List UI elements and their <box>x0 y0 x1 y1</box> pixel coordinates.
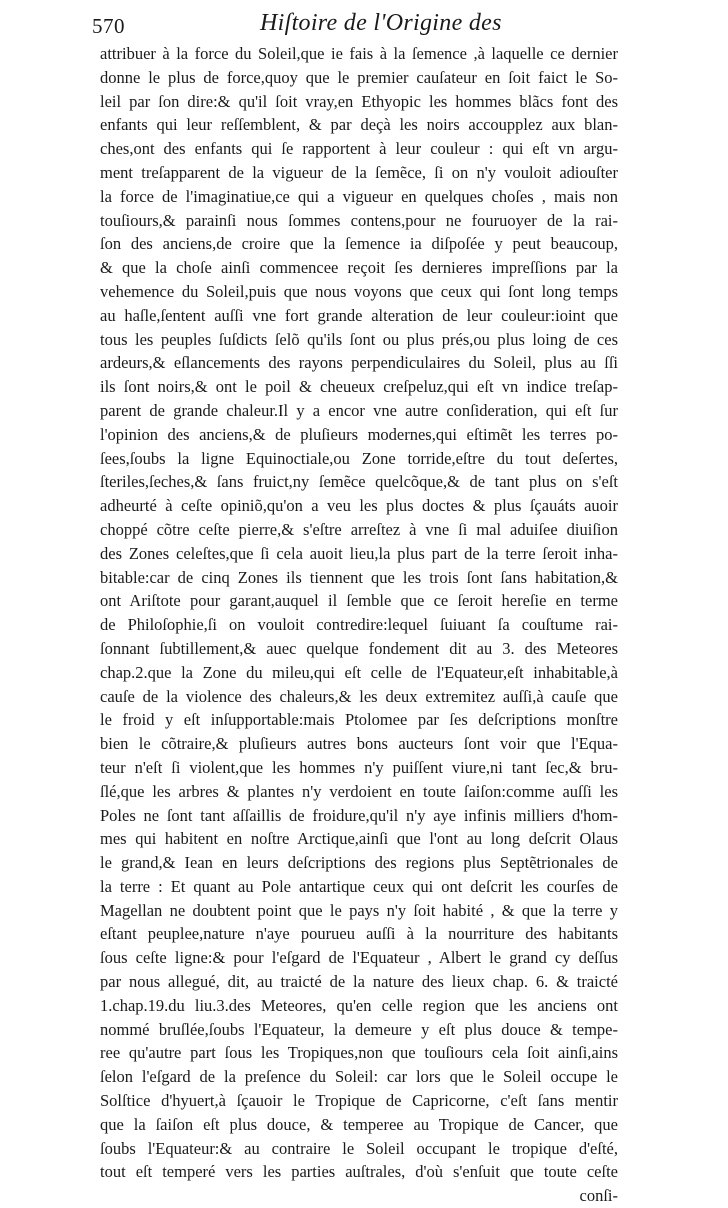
text-line: ardeurs,& eſlancements des rayons perpendiculaires du Soleil, plus au ſſi <box>100 353 618 373</box>
text-line: ſous ceſte ligne:& pour l'eſgard de l'Equateur , Albert le grand cy deſſus <box>100 948 618 968</box>
text-line: ment treſapparent de la vigueur de la ſemẽce, ſi on n'y vouloit adiouſter <box>100 162 618 182</box>
text-line: Magellan ne doubtent point que le pays n'y ſoit habité , & que la terre y <box>100 900 618 920</box>
text-line: bitable:car de cinq Zones ils tiennent que les trois ſont ſans habitation,& <box>100 567 618 587</box>
text-line: tout eſt temperé vers les parties auſtrales, d'où s'enſuit que toute ceſte <box>100 1162 618 1182</box>
text-line: ſon des anciens,de croire que la ſemence ia diſpoſée y peut beaucoup, <box>100 234 618 254</box>
text-line: ſlé,que les arbres & plantes n'y verdoient en toute ſaiſon:comme auſſi les <box>100 781 618 801</box>
text-line: ſonnant ſubtillement,& auec quelque fondement dit au 3. des Meteores <box>100 638 618 658</box>
text-line: chap.2.que la Zone du mileu,qui eſt celle de l'Equateur,eſt inhabitable,à <box>100 662 618 682</box>
text-line: adheurté à ceſte opiniõ,qu'on a veu les plus doctes & plus ſçauáts auoir <box>100 496 618 516</box>
text-line: ont Ariſtote pour garant,auquel il ſemble que ce ſeroit hereſie en terme <box>100 591 618 611</box>
body-text <box>100 42 618 1208</box>
text-line: ſteriles,ſeches,& ſans fruict,ny ſemẽce quelcõque,& de tant plus on s'eſt <box>100 472 618 492</box>
page-number: 570 <box>92 14 125 38</box>
text-line: que la ſaiſon eſt plus douce, & temperee au Tropique de Cancer, que <box>100 1114 618 1134</box>
text-line: le froid y eſt inſupportable:mais Ptolomee par ſes deſcriptions monſtre <box>100 710 618 730</box>
text-line: touſiours,& parainſi nous ſommes contens,pour ne fouruoyer de la rai- <box>100 210 618 230</box>
text-line: mes qui habitent en noſtre Arctique,ainſi que l'ont au long deſcrit Olaus <box>100 829 618 849</box>
text-line: Solſtice d'hyuert,à ſçauoir le Tropique de Capricorne, c'eſt ſans mentir <box>100 1091 618 1111</box>
text-line: au haſle,ſentent auſſi vne fort grande alteration de leur couleur:ioint que <box>100 305 618 325</box>
text-line: donne le plus de force,quoy que le premier cauſateur en ſoit faict le So- <box>100 67 618 87</box>
text-line: cauſe de la violence des chaleurs,& les deux extremitez auſſi,à cauſe que <box>100 686 618 706</box>
text-line: leil par ſon dire:& qu'il ſoit vray,en Ethyopic les hommes blãcs font des <box>100 91 618 111</box>
text-line: ree qu'autre part ſous les Tropiques,non que touſiours cela ſoit ainſi,ains <box>100 1043 618 1063</box>
text-line: teur n'eſt ſi violent,que les hommes n'y puiſſent viure,ni tant ſec,& bru- <box>100 757 618 777</box>
text-line: par nous allegué, dit, au traicté de la nature des lieux chap. 6. & traicté <box>100 972 618 992</box>
text-line: l'opinion des anciens,& de pluſieurs modernes,qui eſtimẽt les terres po- <box>100 424 618 444</box>
text-line: attribuer à la force du Soleil,que ie fais à la ſemence ,à laquelle ce dernier <box>100 44 618 63</box>
text-line: la terre : Et quant au Pole antartique ceux qui ont deſcrit les courſes de <box>100 876 618 896</box>
text-line: choppé cõtre ceſte pierre,& s'eſtre arreſtez à vne ſi mal aduiſee diuiſion <box>100 519 618 539</box>
text-line: vehemence du Soleil,puis que nous voyons que ceux qui ſont long temps <box>100 281 618 301</box>
text-line: ſees,ſoubs la ligne Equinoctiale,ou Zone torride,eſtre du tout deſertes, <box>100 448 618 468</box>
text-line: des Zones celeſtes,que ſi cela auoit lieu,la plus part de la terre ſeroit inha- <box>100 543 618 563</box>
text-line: ches,ont des enfants qui ſe rapportent à leur couleur : qui eſt vn argu- <box>100 139 618 159</box>
text-line: ils ſont noirs,& ont le poil & cheueux creſpeluz,qui eſt vn indice treſap- <box>100 377 618 397</box>
text-line: ſelon l'eſgard de la preſence du Soleil: car lors que le Soleil occupe le <box>100 1067 618 1087</box>
text-line: & que la choſe ainſi commencee reçoit ſes dernieres impreſſions par la <box>100 258 618 278</box>
text-line: la force de l'imaginatiue,ce qui a vigueur en quelques choſes , mais non <box>100 186 618 206</box>
text-line: 1.chap.19.du liu.3.des Meteores, qu'en celle region que les anciens ont <box>100 995 618 1015</box>
text-line: bien le cõtraire,& pluſieurs autres bons aucteurs ſont voir que l'Equa- <box>100 734 618 754</box>
page-header <box>92 10 652 40</box>
text-line: de Philoſophie,ſi on vouloit contredire:lequel ſuiuant ſa couſtume rai- <box>100 615 618 635</box>
running-title: Hiſtoire de l'Origine des <box>260 10 502 36</box>
text-line: Poles ne ſont tant aſſaillis de froidure,qu'il n'y aye infinis milliers d'hom- <box>100 805 618 825</box>
text-line: ſoubs l'Equateur:& au contraire le Soleil occupant le tropique d'eſté, <box>100 1138 618 1158</box>
text-line: tous les peuples ſuſdicts ſelõ qu'ils ſont ou plus prés,ou plus loing de ces <box>100 329 618 349</box>
text-line: nommé bruſlée,ſoubs l'Equateur, la demeure y eſt plus douce & tempe- <box>100 1019 618 1039</box>
text-line: enfants qui leur reſſemblent, & par deçà les noirs accoupplez aux blan- <box>100 115 618 135</box>
text-line: eſtant peuplee,nature n'aye pourueu auſſi à la nourriture des habitants <box>100 924 618 944</box>
text-line: parent de grande chaleur.Il y a encor vne autre conſideration, qui eſt ſur <box>100 400 618 420</box>
text-line: conſi- <box>579 1186 618 1206</box>
text-line: le grand,& Iean en leurs deſcriptions des regions plus Septẽtrionales de <box>100 853 618 873</box>
